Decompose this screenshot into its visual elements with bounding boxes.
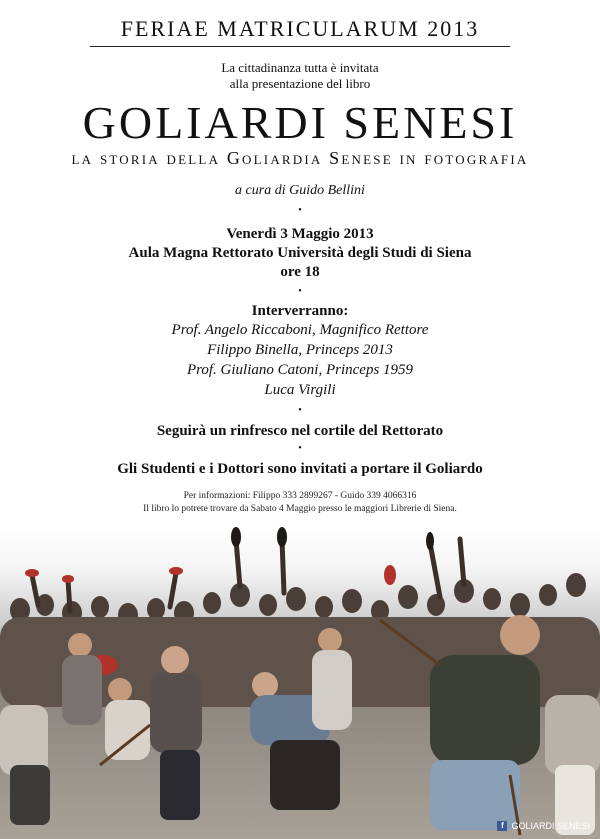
speaker-item: Luca Virgili [264,382,336,398]
speakers-section [0,303,600,400]
event-place: Aula Magna Rettorato Università degli Studi di Siena [128,245,472,261]
speaker-item: Prof. Giuliano Catoni, Princeps 1959 [186,362,414,378]
crowd-photo [0,525,600,839]
header-title: FERIAE MATRICULARUM 2013 [120,16,480,41]
availability-info: Il libro lo potrete trovare da Sabato 4 Maggio presso le maggiori Librerie di Siena. [143,504,457,514]
bullet-separator: • [298,443,302,454]
dark-hats [231,527,434,550]
event-details [0,225,600,282]
intro-text [0,60,600,92]
watermark-text: GOLIARDI SENESI [511,821,590,831]
bullet-separator: • [298,286,302,297]
refreshment-note: Seguirà un rinfresco nel cortile del Rettorato [156,423,444,439]
intro-line-2: alla presentazione del libro [229,76,371,91]
facebook-icon: f [497,821,507,831]
watermark [497,821,590,831]
intro-line-1: La cittadinanza tutta è invitata [221,60,379,75]
crowd-illustration [0,525,600,839]
invitation-note: Gli Studenti e i Dottori sono invitati a portare il Goliardo [117,461,483,477]
book-curator: a cura di Guido Bellini [235,183,365,198]
speakers-heading: Interverranno: [251,303,349,319]
speaker-item: Prof. Angelo Riccaboni, Magnifico Rettore [171,322,429,338]
bullet-separator: • [298,205,302,216]
info-block [0,490,600,516]
speaker-item: Filippo Binella, Princeps 2013 [207,342,393,358]
book-title: GOLIARDI SENESI [82,97,518,148]
bullet-separator: • [298,405,302,416]
event-date: Venerdì 3 Maggio 2013 [226,226,374,242]
book-subtitle: la storia della Goliardia Senese in fotografia [71,148,529,168]
event-time: ore 18 [280,264,320,280]
header-divider [90,46,510,47]
contact-info: Per informazioni: Filippo 333 2899267 - Guido 339 4066316 [183,491,417,501]
